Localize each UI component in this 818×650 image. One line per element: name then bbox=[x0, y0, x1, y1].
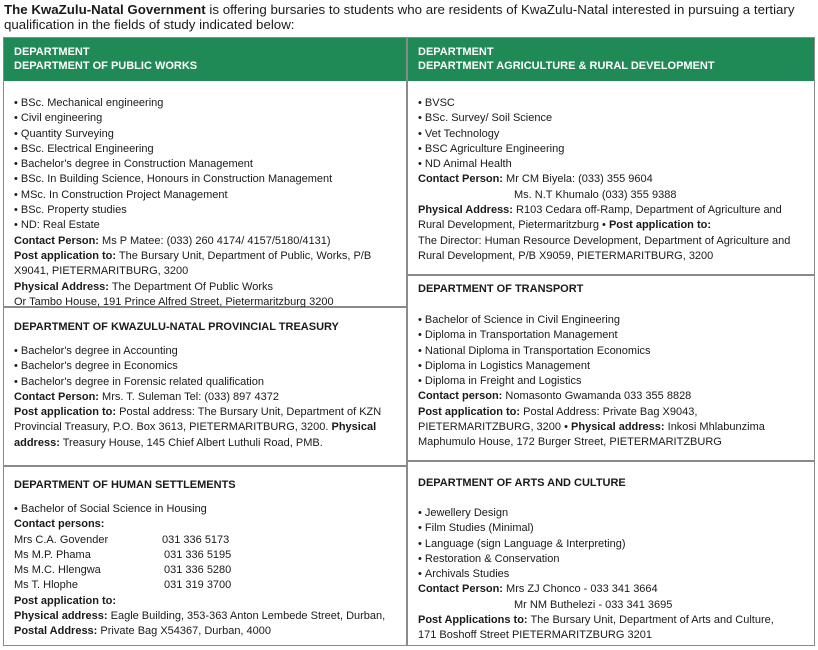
public-works-section bbox=[3, 37, 407, 307]
list-item: • BSC Agriculture Engineering bbox=[418, 142, 804, 157]
physical-value-line: Or Tambo House, 191 Prince Alfred Street, Pietermaritzburg 3200 bbox=[14, 295, 334, 308]
list-item: • BSc. Electrical Engineering bbox=[14, 142, 396, 157]
contact-label: Contact Person: bbox=[418, 173, 503, 186]
list-item: • Language (sign Language & Interpreting) bbox=[418, 537, 804, 552]
treasury-body bbox=[4, 334, 406, 451]
contact-person bbox=[418, 582, 804, 597]
contact-name: Mrs C.A. Govender bbox=[14, 533, 109, 546]
list-item: • Bachelor of Social Science in Housing bbox=[14, 502, 396, 517]
agriculture-header bbox=[408, 38, 814, 81]
post-value-line: 171 Boshoff Street PIETERMARITZBURG 3201 bbox=[418, 629, 652, 642]
arts-culture-section bbox=[407, 461, 815, 646]
physical-address bbox=[14, 436, 396, 451]
list-item: • Quantity Surveying bbox=[14, 127, 396, 142]
settlements-header: DEPARTMENT OF HUMAN SETTLEMENTS bbox=[14, 479, 236, 491]
physical-label: Physical bbox=[331, 421, 377, 434]
contact-label: Contact Person: bbox=[418, 583, 503, 596]
treasury-header: DEPARTMENT OF KWAZULU-NATAL PROVINCIAL TREASURY bbox=[14, 321, 339, 333]
treasury-section bbox=[3, 307, 407, 466]
list-item: • National Diploma in Transportation Economics bbox=[418, 344, 804, 359]
post-label: Post application to: bbox=[14, 594, 117, 607]
post-value-line: PIETERMARITZBURG, 3200 • Physical address: Inkosi Mhlabunzima bbox=[418, 421, 765, 434]
contact-person bbox=[418, 389, 804, 404]
contact-phone: 031 336 5280 bbox=[164, 564, 232, 577]
list-item: • Jewellery Design bbox=[418, 506, 804, 521]
post-value-line: Rural Development, P/B X9059, PIETERMARITBURG, 3200 bbox=[418, 249, 714, 262]
contact-row bbox=[14, 578, 396, 593]
list-item: • Civil engineering bbox=[14, 111, 396, 126]
post-application bbox=[14, 249, 396, 264]
contact-value-line: Mr NM Buthelezi - 033 341 3695 bbox=[514, 598, 673, 611]
postal-address bbox=[14, 624, 396, 639]
public-works-head-title: DEPARTMENT OF PUBLIC WORKS bbox=[14, 60, 198, 72]
list-item: • Diploma in Freight and Logistics bbox=[418, 374, 804, 389]
postal-label: Postal Address: bbox=[14, 625, 98, 638]
agriculture-body bbox=[408, 81, 814, 264]
physical-label: Physical address: bbox=[14, 610, 108, 623]
human-settlements-section bbox=[3, 466, 407, 646]
physical-address bbox=[14, 609, 396, 624]
intro-paragraph bbox=[4, 2, 816, 32]
list-item: • Film Studies (Minimal) bbox=[418, 521, 804, 536]
list-item: • ND Animal Health bbox=[418, 157, 804, 172]
post-value: The Bursary Unit, Department of Public, Works, P/B bbox=[116, 249, 372, 262]
contact-person bbox=[14, 390, 396, 405]
post-value-2: PIETERMARITZBURG, 3200 bbox=[418, 421, 562, 434]
physical-value-line: Maphumulo House, 172 Burger Street, PIETERMARITZBURG bbox=[418, 436, 722, 449]
public-works-head-label: DEPARTMENT bbox=[14, 46, 90, 58]
physical-value: Inkosi Mhlabunzima bbox=[664, 421, 765, 434]
bursary-grid bbox=[3, 37, 815, 646]
list-item: • BSc. Property studies bbox=[14, 203, 396, 218]
list-item: • Bachelor of Science in Civil Engineering bbox=[418, 313, 804, 328]
contact-name: Ms M.P. Phama bbox=[14, 548, 91, 561]
list-item: • BSc. Survey/ Soil Science bbox=[418, 111, 804, 126]
post-value-line: The Director: Human Resource Development, Department of Agriculture and bbox=[418, 234, 791, 247]
post-label: Post application to: bbox=[14, 406, 117, 419]
contact-value: Mr CM Biyela: (033) 355 9604 bbox=[502, 173, 653, 186]
contact-row bbox=[14, 533, 396, 548]
list-item: • Archivals Studies bbox=[418, 567, 804, 582]
contact-value: Mrs. T. Suleman Tel: (033) 897 4372 bbox=[98, 390, 279, 403]
contact-name: Ms M.C. Hlengwa bbox=[14, 564, 101, 577]
post-application bbox=[14, 405, 396, 420]
physical-value: The Department Of Public Works bbox=[108, 280, 274, 293]
list-item: • Diploma in Transportation Management bbox=[418, 328, 804, 343]
agriculture-head-label: DEPARTMENT bbox=[418, 46, 494, 58]
physical-value: Eagle Building, 353-363 Anton Lembede Street, Durban, bbox=[107, 610, 386, 623]
post-label: Post application to: bbox=[608, 219, 711, 232]
arts-header: DEPARTMENT OF ARTS AND CULTURE bbox=[418, 477, 626, 489]
settlements-body bbox=[4, 492, 406, 640]
transport-header: DEPARTMENT OF TRANSPORT bbox=[418, 283, 584, 295]
contact-row bbox=[14, 548, 396, 563]
list-item: • Bachelor's degree in Construction Management bbox=[14, 157, 396, 172]
contact-value: Mrs ZJ Chonco - 033 341 3664 bbox=[502, 583, 658, 596]
agriculture-section bbox=[407, 37, 815, 275]
contact-value: Ms P Matee: (033) 260 4174/ 4157/5180/4131) bbox=[98, 234, 331, 247]
list-item: • Vet Technology bbox=[418, 127, 804, 142]
contact-phone: 031 336 5195 bbox=[164, 548, 232, 561]
list-item: • Bachelor's degree in Forensic related qualification bbox=[14, 375, 396, 390]
list-item: • Bachelor's degree in Accounting bbox=[14, 344, 396, 359]
contact-phone: 031 319 3700 bbox=[164, 579, 232, 592]
contact-label: Contact person: bbox=[418, 390, 503, 403]
contacts-label: Contact persons: bbox=[14, 518, 105, 531]
contact-value: Nomasonto Gwamanda 033 355 8828 bbox=[502, 390, 692, 403]
contact-person bbox=[418, 172, 804, 187]
physical-label: Physical address: bbox=[571, 421, 665, 434]
intro-org: The KwaZulu-Natal Government bbox=[4, 2, 206, 17]
post-application bbox=[418, 405, 804, 420]
post-value: The Bursary Unit, Department of Arts and Culture, bbox=[527, 614, 774, 627]
contact-label: Contact Person: bbox=[14, 390, 99, 403]
post-application bbox=[418, 613, 804, 628]
public-works-body bbox=[4, 81, 406, 310]
intro-text: is offering bursaries to students who are residents of KwaZulu-Natal interested in pursuing a tertiary qualification in the fields of study indicated below: bbox=[4, 2, 795, 32]
list-item: • Restoration & Conservation bbox=[418, 552, 804, 567]
post-value-2: Provincial Treasury, P.O. Box 3613, PIETERMARITBURG, 3200. bbox=[14, 421, 329, 434]
physical-label: Physical Address: bbox=[418, 204, 513, 217]
post-label: Post application to: bbox=[418, 405, 521, 418]
arts-body bbox=[408, 490, 814, 644]
physical-label-2: address: bbox=[14, 436, 60, 449]
contact-label: Contact Person: bbox=[14, 234, 99, 247]
list-item: • MSc. In Construction Project Management bbox=[14, 188, 396, 203]
post-value: Postal Address: Private Bag X9043, bbox=[520, 405, 698, 418]
post-label: Post Applications to: bbox=[418, 614, 528, 627]
post-value: Postal address: The Bursary Unit, Department of KZN bbox=[116, 406, 382, 419]
post-value-line: X9041, PIETERMARITBURG, 3200 bbox=[14, 265, 189, 278]
list-item: • Bachelor's degree in Economics bbox=[14, 359, 396, 374]
transport-section bbox=[407, 275, 815, 461]
transport-body bbox=[408, 296, 814, 451]
post-value-line bbox=[14, 420, 396, 435]
list-item: • BVSC bbox=[418, 96, 804, 111]
list-item: • Diploma in Logistics Management bbox=[418, 359, 804, 374]
physical-value: Treasury House, 145 Chief Albert Luthuli Road, PMB. bbox=[59, 436, 323, 449]
list-item: • BSc. Mechanical engineering bbox=[14, 96, 396, 111]
public-works-header bbox=[4, 38, 406, 81]
physical-value: R103 Cedara off-Ramp, Department of Agriculture and bbox=[512, 204, 782, 217]
contact-person bbox=[14, 234, 396, 249]
agriculture-head-title: DEPARTMENT AGRICULTURE & RURAL DEVELOPMENT bbox=[418, 60, 715, 72]
contact-phone: 031 336 5173 bbox=[162, 533, 230, 546]
contact-name: Ms T. Hlophe bbox=[14, 579, 78, 592]
physical-value-line: Rural Development, Pietermaritzburg • Post application to: bbox=[418, 219, 711, 232]
contact-row bbox=[14, 563, 396, 578]
physical-label: Physical Address: bbox=[14, 280, 109, 293]
contact-value-line: Ms. N.T Khumalo (033) 355 9388 bbox=[514, 188, 677, 201]
physical-address bbox=[14, 280, 396, 295]
list-item: • ND: Real Estate bbox=[14, 218, 396, 233]
physical-address bbox=[418, 203, 804, 218]
list-item: • BSc. In Building Science, Honours in Construction Management bbox=[14, 172, 396, 187]
postal-value: Private Bag X54367, Durban, 4000 bbox=[97, 625, 272, 638]
physical-value-2: Rural Development, Pietermaritzburg bbox=[418, 219, 599, 232]
post-label: Post application to: bbox=[14, 249, 117, 262]
